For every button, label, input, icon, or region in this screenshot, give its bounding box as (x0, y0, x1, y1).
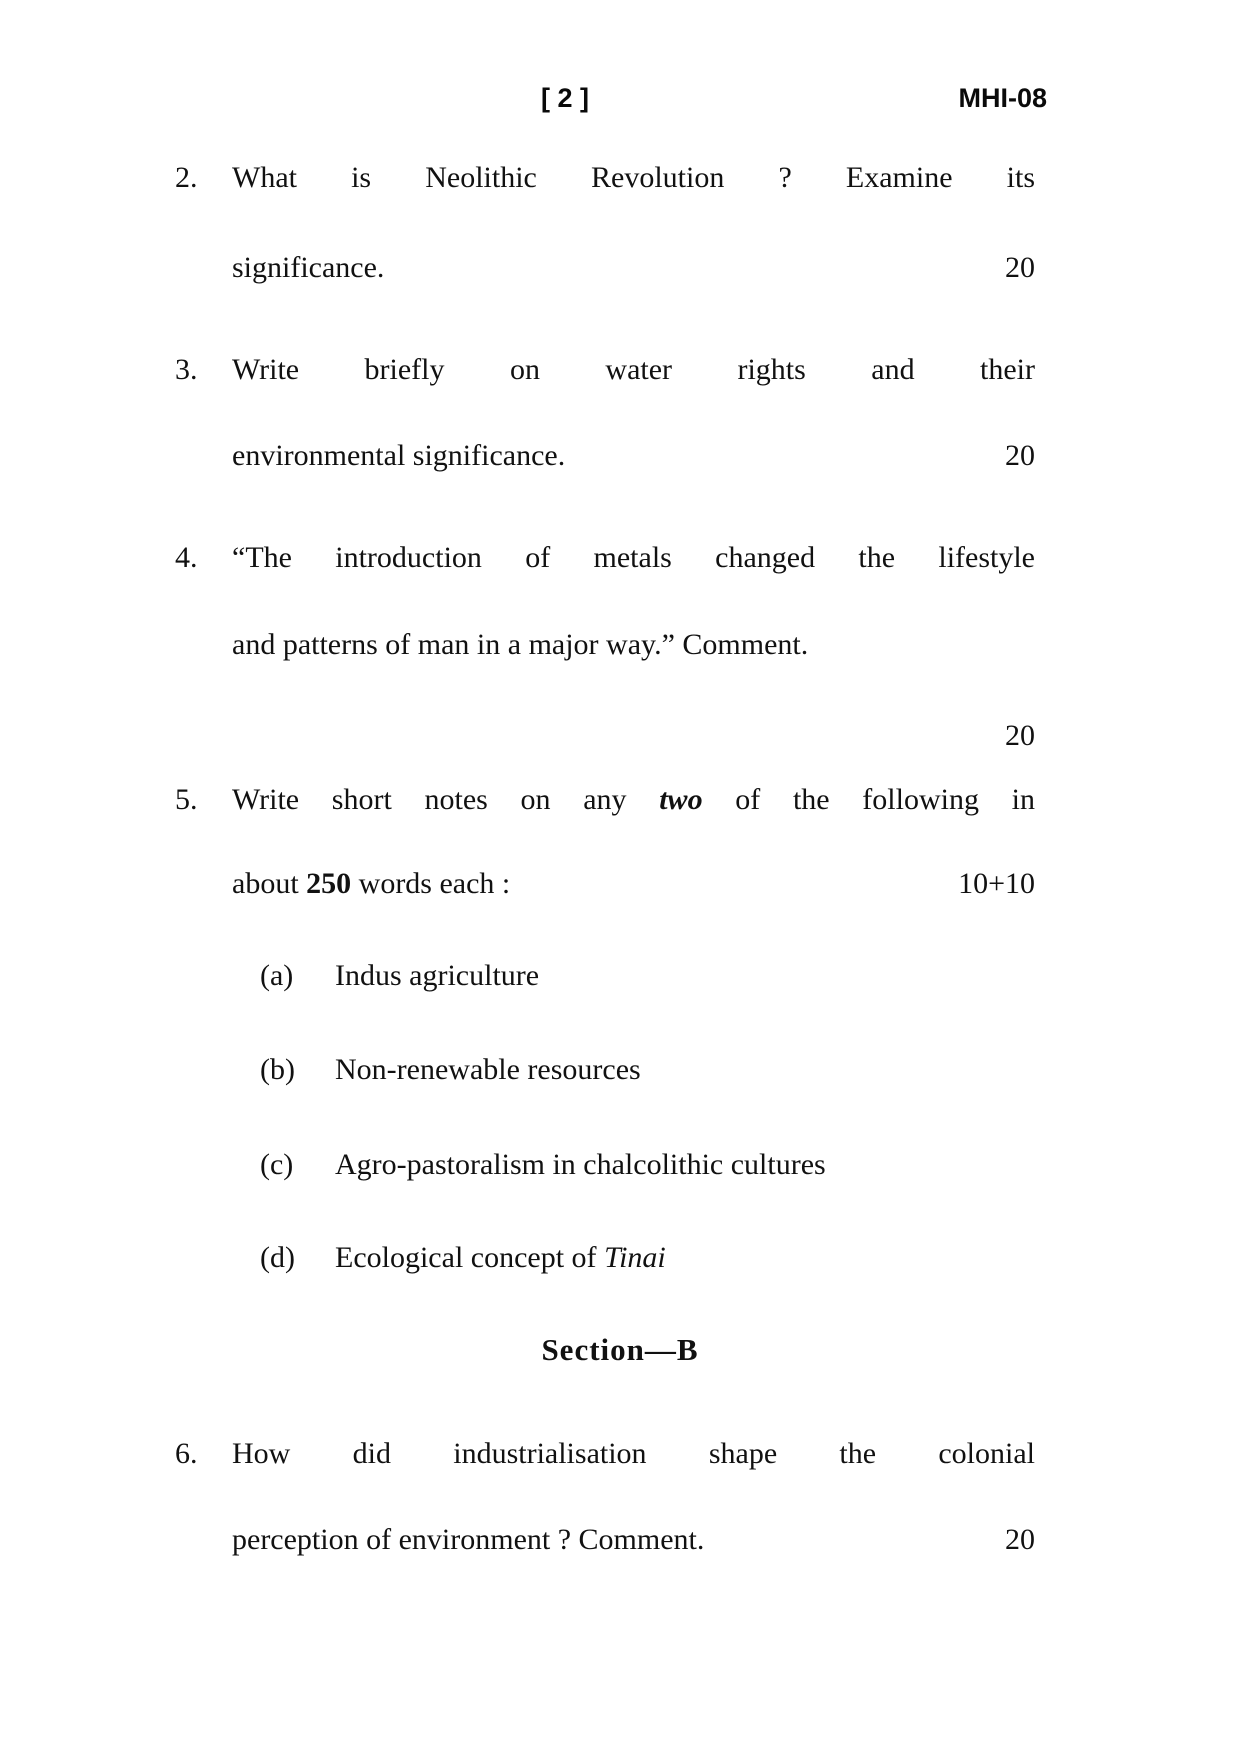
question-4-line-1 (175, 538, 1035, 578)
sub-item-a-label: (a) (260, 959, 294, 992)
sub-item-b-text: Non-renewable resources (335, 1053, 641, 1086)
section-b-heading: Section—B (541, 1332, 699, 1367)
question-3-line-1 (175, 350, 1035, 390)
sub-item-d-text (260, 1238, 1035, 1278)
question-6-marks: 20 (1005, 1523, 1035, 1556)
sub-item-d (260, 1238, 1035, 1278)
question-3-text: Write briefly on water rights and their (232, 353, 1035, 386)
question-5-word-count: 250 (306, 867, 352, 900)
question-6-number: 6. (175, 1437, 198, 1470)
sub-item-d-text-pre: Ecological concept of (335, 1241, 605, 1274)
question-3-line-2 (232, 436, 1035, 476)
question-3-text-continued: environmental significance. (232, 439, 566, 472)
question-5-text-pre: Write short notes on any (232, 783, 660, 816)
question-5-text-post: of the following in (702, 783, 1035, 816)
question-4-marks: 20 (1005, 719, 1035, 752)
question-2-number: 2. (175, 161, 198, 194)
sub-item-c (260, 1145, 1035, 1185)
question-5-line-2 (232, 864, 1035, 904)
question-5-about: about (232, 867, 307, 900)
question-4-marks-line (232, 716, 1035, 756)
question-4-text-continued: and patterns of man in a major way.” Comment. (232, 628, 809, 661)
question-6-text-continued: perception of environment ? Comment. (232, 1523, 705, 1556)
sub-item-d-text-italic: Tinai (604, 1241, 666, 1274)
question-6-line-2 (232, 1520, 1035, 1560)
question-2-line-1 (175, 158, 1035, 198)
question-2-marks: 20 (1005, 251, 1035, 284)
question-3-number: 3. (175, 353, 198, 386)
sub-item-b-label: (b) (260, 1053, 295, 1086)
question-5-marks: 10+10 (958, 867, 1035, 900)
question-3-marks: 20 (1005, 439, 1035, 472)
question-4-line-2 (232, 625, 1035, 665)
question-6-line-1 (175, 1434, 1035, 1474)
course-code: MHI-08 (958, 83, 1047, 113)
question-4-text: “The introduction of metals changed the lifestyle (232, 541, 1035, 574)
question-2-text-continued: significance. (232, 251, 385, 284)
sub-item-d-label: (d) (260, 1241, 295, 1274)
question-6-text: How did industrialisation shape the colonial (232, 1437, 1035, 1470)
question-5-line-1 (175, 780, 1035, 820)
sub-item-b (260, 1050, 1035, 1090)
question-2-line-2 (232, 248, 1035, 288)
sub-item-a (260, 956, 1035, 996)
question-5-number: 5. (175, 783, 198, 816)
sub-item-c-text: Agro-pastoralism in chalcolithic cultures (335, 1148, 826, 1181)
sub-item-a-text: Indus agriculture (335, 959, 540, 992)
question-5-emphasis-two: two (659, 783, 703, 816)
question-5-each: words each : (351, 867, 511, 900)
question-2-text: What is Neolithic Revolution ? Examine its (232, 161, 1035, 194)
question-5-text-continued (232, 864, 510, 904)
question-4-number: 4. (175, 541, 198, 574)
page-number: [ 2 ] (541, 83, 590, 113)
sub-item-c-label: (c) (260, 1148, 294, 1181)
